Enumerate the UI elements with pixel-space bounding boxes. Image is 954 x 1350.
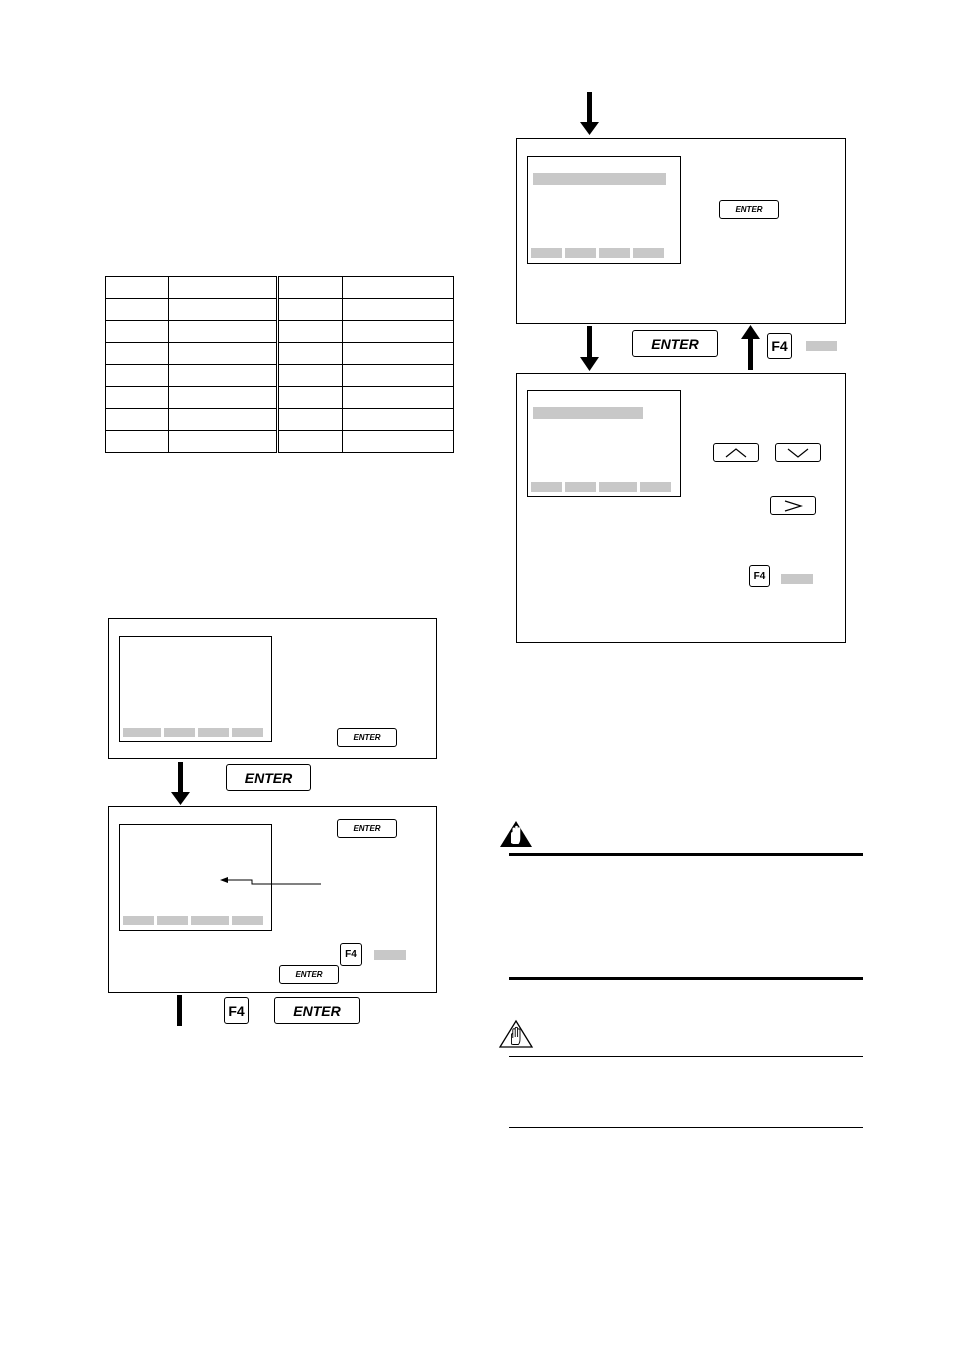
lcd-screen-d <box>527 390 681 497</box>
softkey-2[interactable] <box>565 482 596 492</box>
enter-key-large[interactable]: ENTER <box>226 764 311 791</box>
table-cell <box>343 343 454 365</box>
enter-key-large[interactable]: ENTER <box>632 330 718 357</box>
caution-rule-top <box>509 1056 863 1057</box>
enter-key[interactable]: ENTER <box>279 965 339 984</box>
softkey-1[interactable] <box>123 916 154 925</box>
enter-key-large[interactable]: ENTER <box>274 997 360 1024</box>
enter-key[interactable]: ENTER <box>337 728 397 747</box>
right-key[interactable] <box>770 496 816 515</box>
softkey-3[interactable] <box>198 728 229 737</box>
table-row <box>106 387 454 409</box>
table-row <box>106 299 454 321</box>
table-cell <box>343 299 454 321</box>
softkey-4[interactable] <box>232 728 263 737</box>
f4-key-large[interactable]: F4 <box>224 997 249 1024</box>
table-cell <box>343 321 454 343</box>
table-cell <box>106 321 169 343</box>
highlight-bar <box>533 407 643 419</box>
table-cell <box>343 387 454 409</box>
chevron-up-icon <box>724 447 748 459</box>
softkey-4[interactable] <box>633 248 664 258</box>
register-table <box>105 276 454 453</box>
table-cell <box>106 277 169 299</box>
softkey-3[interactable] <box>191 916 229 925</box>
softkey-4[interactable] <box>640 482 671 492</box>
table-cell <box>169 387 278 409</box>
table-cell <box>343 277 454 299</box>
pointer-line <box>220 873 325 887</box>
lcd-screen-a <box>119 636 272 742</box>
softkey-label-placeholder <box>806 341 837 351</box>
chevron-right-icon <box>781 500 805 512</box>
table-cell <box>106 299 169 321</box>
hand-caution-icon <box>499 1020 533 1048</box>
softkey-1[interactable] <box>123 728 161 737</box>
table-cell <box>343 409 454 431</box>
softkey-1[interactable] <box>531 248 562 258</box>
softkey-label-placeholder <box>781 574 813 584</box>
arrow-down-icon <box>579 326 601 372</box>
hand-warning-icon <box>499 820 533 848</box>
table-row <box>106 321 454 343</box>
softkey-3[interactable] <box>599 248 630 258</box>
warning-rule-bottom <box>509 977 863 980</box>
panel-display-c <box>516 138 846 324</box>
table-cell <box>106 431 169 453</box>
f4-key[interactable]: F4 <box>340 943 362 966</box>
table-cell <box>106 343 169 365</box>
table-row <box>106 277 454 299</box>
softkey-1[interactable] <box>531 482 562 492</box>
down-key[interactable] <box>775 443 821 462</box>
highlight-bar <box>533 173 666 185</box>
arrow-down-icon <box>579 92 601 136</box>
table-cell <box>106 365 169 387</box>
arrow-up-icon <box>740 325 762 371</box>
table-cell <box>278 387 343 409</box>
caution-rule-bottom <box>509 1127 863 1128</box>
softkey-label-placeholder <box>374 950 406 960</box>
table-row <box>106 343 454 365</box>
table-cell <box>169 431 278 453</box>
table-row <box>106 365 454 387</box>
table-cell <box>106 409 169 431</box>
table-row <box>106 409 454 431</box>
table-cell <box>169 321 278 343</box>
table-cell <box>278 365 343 387</box>
up-key[interactable] <box>713 443 759 462</box>
f4-key[interactable]: F4 <box>749 565 770 587</box>
table-cell <box>278 299 343 321</box>
panel-display-b <box>108 806 437 993</box>
arrow-stem <box>177 995 182 1026</box>
table-cell <box>169 299 278 321</box>
softkey-2[interactable] <box>157 916 188 925</box>
table-cell <box>278 277 343 299</box>
table-cell <box>343 431 454 453</box>
table-cell <box>169 409 278 431</box>
table-cell <box>169 365 278 387</box>
panel-display-a <box>108 618 437 759</box>
table-cell <box>278 343 343 365</box>
chevron-down-icon <box>786 447 810 459</box>
table-cell <box>278 321 343 343</box>
arrow-down-icon <box>170 762 192 806</box>
enter-key[interactable]: ENTER <box>719 200 779 219</box>
softkey-2[interactable] <box>565 248 596 258</box>
warning-rule-top <box>509 853 863 856</box>
table-cell <box>106 387 169 409</box>
table-cell <box>343 365 454 387</box>
f4-key-large[interactable]: F4 <box>767 333 792 359</box>
softkey-2[interactable] <box>164 728 195 737</box>
table-cell <box>278 409 343 431</box>
panel-display-d <box>516 373 846 643</box>
softkey-4[interactable] <box>232 916 263 925</box>
lcd-screen-c <box>527 156 681 264</box>
table-row <box>106 431 454 453</box>
table-cell <box>278 431 343 453</box>
table-cell <box>169 343 278 365</box>
enter-key[interactable]: ENTER <box>337 819 397 838</box>
table-cell <box>169 277 278 299</box>
softkey-3[interactable] <box>599 482 637 492</box>
